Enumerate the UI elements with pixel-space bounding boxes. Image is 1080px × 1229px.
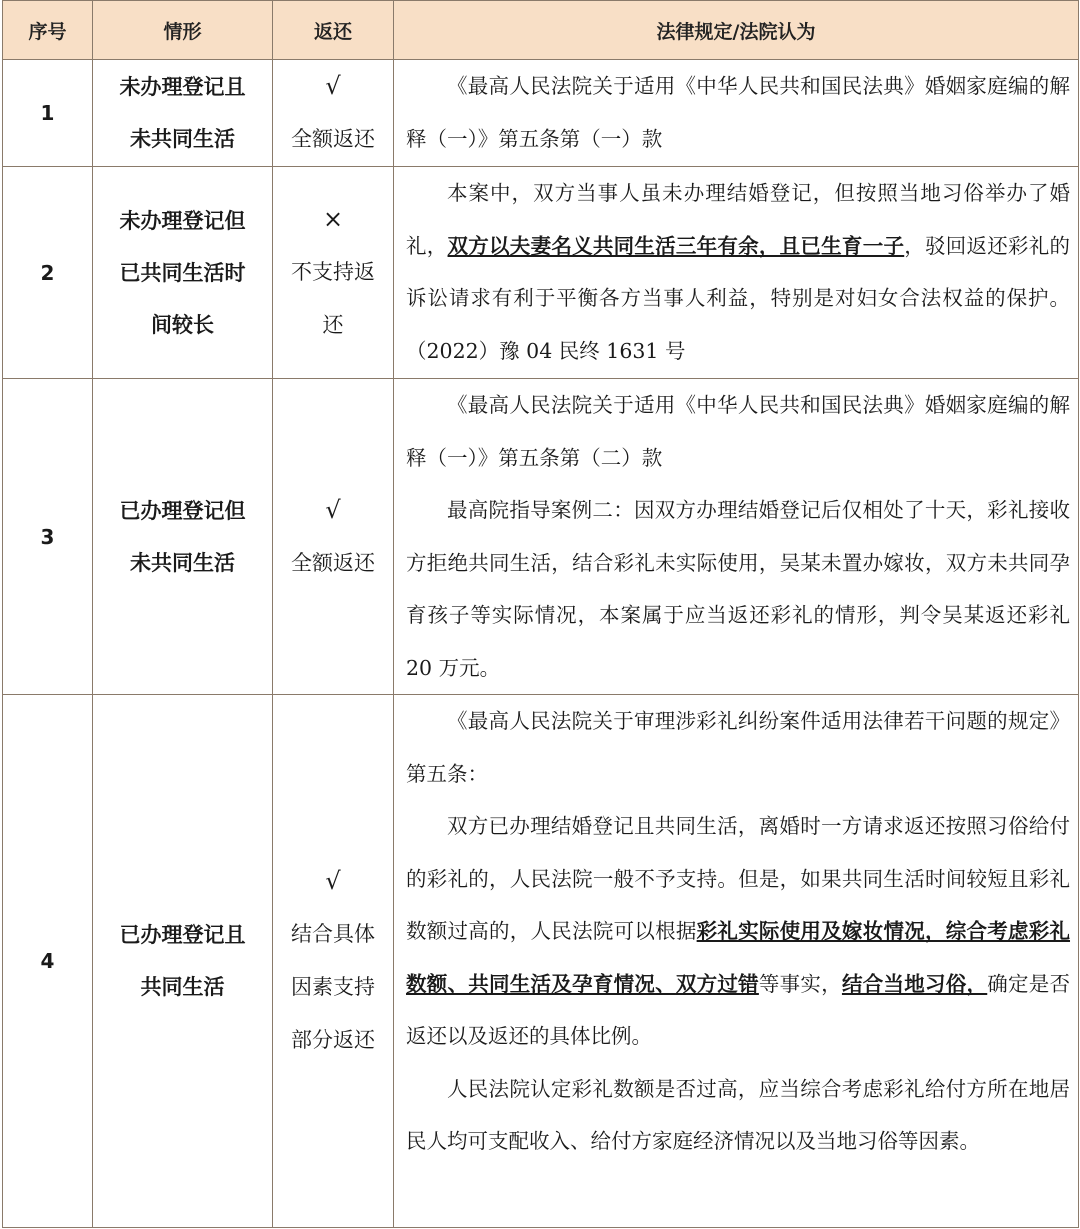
emphasized-text: 双方以夫妻名义共同生活三年有余，且已生育一子: [447, 233, 905, 258]
row-number: 4: [3, 695, 93, 1228]
header-refund: 返还: [273, 1, 394, 60]
refund-line: 部分返还: [291, 1028, 375, 1052]
law-cell: [394, 60, 1079, 167]
row-number: 1: [3, 60, 93, 167]
situation-line: 共同生活: [140, 975, 225, 999]
law-text: 等事实，: [758, 971, 842, 996]
law-paragraph: [406, 167, 1070, 377]
emphasized-text: 结合当地习俗，: [841, 971, 988, 996]
law-paragraph: [406, 60, 1070, 165]
table-row: [3, 379, 1079, 695]
refund-cell: [273, 379, 394, 695]
situation-line: 未共同生活: [130, 127, 235, 151]
refund-line: 全额返还: [291, 550, 375, 575]
refund-line: 不支持返: [291, 260, 375, 284]
situation-cell: [93, 379, 273, 695]
check-mark-icon: √: [325, 495, 341, 524]
situation-cell: [93, 167, 273, 379]
check-mark-icon: √: [325, 867, 341, 895]
refund-line: 还: [322, 313, 344, 337]
law-paragraph: [406, 484, 1070, 694]
situation-line: 未共同生活: [130, 550, 235, 575]
law-text: 双方已办理结婚登记且共同生活，离婚时一方请求返还按照习俗给付的彩礼的，人民法院一般不予支持。但是，如果共同生活时间较短且彩礼数额过高的，人民法院可以根据: [406, 814, 1070, 943]
row-number: 2: [3, 167, 93, 379]
refund-line: 结合具体: [291, 922, 375, 946]
cross-mark-icon: ×: [322, 205, 344, 233]
table-row: [3, 167, 1079, 379]
law-cell: [394, 167, 1079, 379]
situation-cell: [93, 60, 273, 167]
law-text: 确定是否返还以及返还的具体比例。: [406, 971, 1071, 1048]
law-text: 《最高人民法院关于审理涉彩礼纠纷案件适用法律若干问题的规定》第五条：: [406, 709, 1070, 786]
situation-line: 已共同生活时: [119, 260, 246, 285]
law-text: 人民法院认定彩礼数额是否过高，应当综合考虑彩礼给付方所在地居民人均可支配收入、给付方家庭经济情况以及当地习俗等因素。: [406, 1076, 1070, 1153]
refund-cell: [273, 60, 394, 167]
table-row: [3, 695, 1079, 1228]
law-paragraph: [406, 800, 1070, 1063]
header-law: 法律规定/法院认为: [394, 1, 1079, 60]
law-cell: [394, 379, 1079, 695]
check-mark-icon: √: [325, 72, 341, 100]
header-situation: 情形: [93, 1, 273, 60]
law-text: 《最高人民法院关于适用《中华人民共和国民法典》婚姻家庭编的解释（一）》第五条第（二）款: [406, 393, 1070, 470]
gift-refund-table: [2, 0, 1079, 1228]
law-paragraph: [406, 1063, 1070, 1168]
law-text: 《最高人民法院关于适用《中华人民共和国民法典》婚姻家庭编的解释（一）》第五条第（一）款: [406, 74, 1070, 151]
law-cell: [394, 695, 1079, 1228]
refund-cell: [273, 695, 394, 1228]
emphasized-text: 彩礼实际使用及嫁妆情况，综合考虑彩礼数额、共同生活及孕育情况、双方过错: [406, 919, 1071, 996]
table-row: [3, 60, 1079, 167]
situation-line: 已办理登记但: [119, 498, 246, 523]
law-paragraph: [406, 379, 1070, 484]
situation-cell: [93, 695, 273, 1228]
row-number: 3: [3, 379, 93, 695]
refund-line: 因素支持: [291, 975, 375, 999]
law-text: 最高院指导案例二：因双方办理结婚登记后仅相处了十天，彩礼接收方拒绝共同生活，结合彩礼未实际使用，吴某未置办嫁妆，双方未共同孕育孩子等实际情况，本案属于应当返还彩礼的情形，判令吴某返还彩礼 20 万元。: [406, 498, 1070, 680]
table-body: [3, 60, 1079, 1228]
situation-line: 未办理登记但: [119, 208, 246, 233]
situation-line: 未办理登记且: [119, 75, 246, 99]
header-no: 序号: [3, 1, 93, 60]
situation-line: 已办理登记且: [119, 923, 246, 947]
law-text: ，驳回返还彩礼的诉讼请求有利于平衡各方当事人利益，特别是对妇女合法权益的保护。（2022）豫 04 民终 1631 号: [406, 233, 1071, 363]
refund-line: 全额返还: [291, 127, 375, 151]
header-row: [3, 1, 1079, 60]
refund-cell: [273, 167, 394, 379]
law-paragraph: [406, 695, 1070, 800]
situation-line: 间较长: [151, 312, 214, 337]
law-text: 本案中，双方当事人虽未办理结婚登记，但按照当地习俗举办了婚礼，: [406, 181, 1070, 258]
